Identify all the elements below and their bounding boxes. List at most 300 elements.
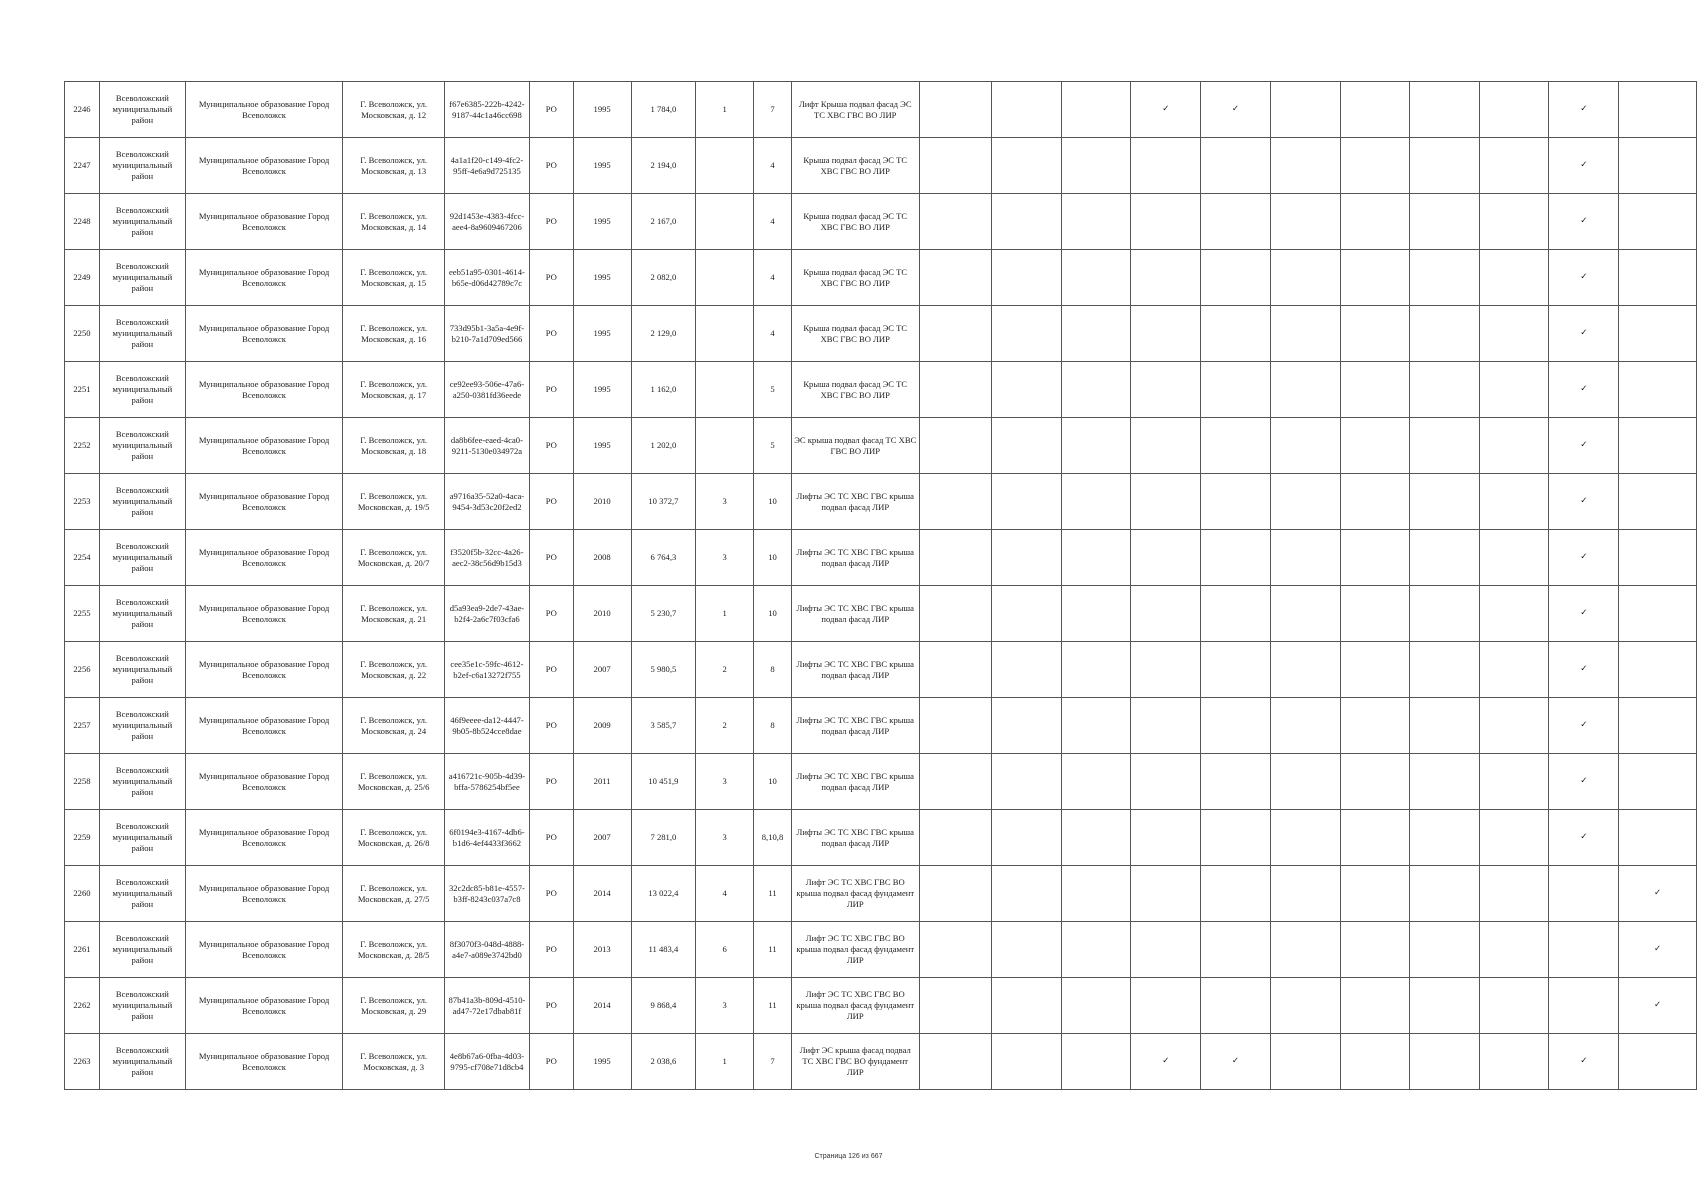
district-cell: Всеволожский муниципальный район xyxy=(99,978,185,1034)
row-number: 2255 xyxy=(65,586,100,642)
empty-flag-cell xyxy=(992,922,1062,978)
empty-flag-cell xyxy=(1061,754,1131,810)
empty-flag-cell xyxy=(1201,698,1271,754)
year-cell: 2009 xyxy=(573,698,631,754)
check-mark-icon: ✓ xyxy=(1549,474,1619,530)
district-cell: Всеволожский муниципальный район xyxy=(99,362,185,418)
guid-cell: 4a1a1f20-c149-4fc2-95ff-4e6a9d725135 xyxy=(445,138,530,194)
count2-cell: 10 xyxy=(754,586,792,642)
area-cell: 9 868,4 xyxy=(631,978,696,1034)
empty-flag-cell xyxy=(1340,530,1410,586)
table-row xyxy=(65,922,1697,978)
year-cell: 2013 xyxy=(573,922,631,978)
municipality-cell: Муниципальное образование Город Всеволожск xyxy=(185,642,343,698)
area-cell: 6 764,3 xyxy=(631,530,696,586)
form-cell: РО xyxy=(529,418,573,474)
form-cell: РО xyxy=(529,138,573,194)
empty-flag-cell xyxy=(1410,194,1480,250)
municipality-cell: Муниципальное образование Город Всеволожск xyxy=(185,866,343,922)
empty-flag-cell xyxy=(919,754,992,810)
empty-flag-cell xyxy=(1201,978,1271,1034)
guid-cell: 8f3070f3-048d-4888-a4e7-a089e3742bd0 xyxy=(445,922,530,978)
empty-flag-cell xyxy=(919,138,992,194)
area-cell: 2 038,6 xyxy=(631,1034,696,1090)
empty-flag-cell xyxy=(1270,1034,1340,1090)
works-cell: ЭС крыша подвал фасад ТС ХВС ГВС ВО ЛИР xyxy=(791,418,919,474)
empty-flag-cell xyxy=(1131,138,1201,194)
empty-flag-cell xyxy=(1479,1034,1549,1090)
empty-flag-cell xyxy=(1619,82,1697,138)
empty-flag-cell xyxy=(1410,754,1480,810)
check-mark-icon: ✓ xyxy=(1549,82,1619,138)
address-cell: Г. Всеволожск, ул. Московская, д. 18 xyxy=(343,418,445,474)
empty-flag-cell xyxy=(1549,978,1619,1034)
municipality-cell: Муниципальное образование Город Всеволожск xyxy=(185,418,343,474)
empty-flag-cell xyxy=(1410,1034,1480,1090)
empty-flag-cell xyxy=(1410,586,1480,642)
empty-flag-cell xyxy=(1270,698,1340,754)
table-row xyxy=(65,530,1697,586)
table-row xyxy=(65,474,1697,530)
district-cell: Всеволожский муниципальный район xyxy=(99,754,185,810)
page-footer: Страница 126 из 667 xyxy=(814,1153,883,1160)
municipality-cell: Муниципальное образование Город Всеволожск xyxy=(185,810,343,866)
works-cell: Лифт ЭС крыша фасад подвал ТС ХВС ГВС ВО фундамент ЛИР xyxy=(791,1034,919,1090)
empty-flag-cell xyxy=(1270,866,1340,922)
empty-flag-cell xyxy=(992,530,1062,586)
table-row xyxy=(65,754,1697,810)
empty-flag-cell xyxy=(1479,922,1549,978)
municipality-cell: Муниципальное образование Город Всеволожск xyxy=(185,82,343,138)
form-cell: РО xyxy=(529,306,573,362)
guid-cell: 32c2dc85-b81e-4557-b3ff-8243c037a7c8 xyxy=(445,866,530,922)
address-cell: Г. Всеволожск, ул. Московская, д. 28/5 xyxy=(343,922,445,978)
row-number: 2248 xyxy=(65,194,100,250)
year-cell: 1995 xyxy=(573,306,631,362)
form-cell: РО xyxy=(529,698,573,754)
count1-cell xyxy=(696,250,754,306)
works-cell: Крыша подвал фасад ЭС ТС ХВС ГВС ВО ЛИР xyxy=(791,362,919,418)
empty-flag-cell xyxy=(1270,586,1340,642)
year-cell: 1995 xyxy=(573,138,631,194)
guid-cell: 733d95b1-3a5a-4e9f-b210-7a1d709ed566 xyxy=(445,306,530,362)
area-cell: 1 162,0 xyxy=(631,362,696,418)
municipality-cell: Муниципальное образование Город Всеволожск xyxy=(185,362,343,418)
empty-flag-cell xyxy=(919,250,992,306)
empty-flag-cell xyxy=(1061,474,1131,530)
empty-flag-cell xyxy=(1201,642,1271,698)
form-cell: РО xyxy=(529,754,573,810)
form-cell: РО xyxy=(529,586,573,642)
works-cell: Лифты ЭС ТС ХВС ГВС крыша подвал фасад ЛИР xyxy=(791,474,919,530)
empty-flag-cell xyxy=(919,922,992,978)
check-mark-icon: ✓ xyxy=(1549,362,1619,418)
empty-flag-cell xyxy=(1479,530,1549,586)
row-number: 2254 xyxy=(65,530,100,586)
empty-flag-cell xyxy=(1061,698,1131,754)
address-cell: Г. Всеволожск, ул. Московская, д. 29 xyxy=(343,978,445,1034)
row-number: 2257 xyxy=(65,698,100,754)
empty-flag-cell xyxy=(1131,362,1201,418)
empty-flag-cell xyxy=(1619,1034,1697,1090)
row-number: 2262 xyxy=(65,978,100,1034)
empty-flag-cell xyxy=(1410,418,1480,474)
table-body xyxy=(65,82,1697,1090)
check-mark-icon: ✓ xyxy=(1131,1034,1201,1090)
works-cell: Лифты ЭС ТС ХВС ГВС крыша подвал фасад ЛИР xyxy=(791,754,919,810)
housing-register-table xyxy=(64,81,1697,1090)
row-number: 2259 xyxy=(65,810,100,866)
year-cell: 1995 xyxy=(573,418,631,474)
year-cell: 2008 xyxy=(573,530,631,586)
guid-cell: ce92ee93-506e-47a6-a250-0381fd36eede xyxy=(445,362,530,418)
empty-flag-cell xyxy=(1340,1034,1410,1090)
empty-flag-cell xyxy=(1619,698,1697,754)
count2-cell: 11 xyxy=(754,978,792,1034)
empty-flag-cell xyxy=(1340,754,1410,810)
address-cell: Г. Всеволожск, ул. Московская, д. 3 xyxy=(343,1034,445,1090)
empty-flag-cell xyxy=(919,698,992,754)
empty-flag-cell xyxy=(1479,698,1549,754)
empty-flag-cell xyxy=(1061,530,1131,586)
empty-flag-cell xyxy=(919,1034,992,1090)
district-cell: Всеволожский муниципальный район xyxy=(99,306,185,362)
year-cell: 2010 xyxy=(573,586,631,642)
empty-flag-cell xyxy=(992,418,1062,474)
check-mark-icon: ✓ xyxy=(1549,754,1619,810)
municipality-cell: Муниципальное образование Город Всеволожск xyxy=(185,754,343,810)
year-cell: 2007 xyxy=(573,642,631,698)
empty-flag-cell xyxy=(1619,474,1697,530)
address-cell: Г. Всеволожск, ул. Московская, д. 12 xyxy=(343,82,445,138)
empty-flag-cell xyxy=(1619,362,1697,418)
guid-cell: 92d1453e-4383-4fcc-aee4-8a9609467206 xyxy=(445,194,530,250)
row-number: 2247 xyxy=(65,138,100,194)
table-row xyxy=(65,250,1697,306)
empty-flag-cell xyxy=(992,362,1062,418)
row-number: 2256 xyxy=(65,642,100,698)
empty-flag-cell xyxy=(1410,810,1480,866)
count2-cell: 5 xyxy=(754,418,792,474)
guid-cell: f67e6385-222b-4242-9187-44c1a46cc698 xyxy=(445,82,530,138)
empty-flag-cell xyxy=(1340,82,1410,138)
table-row xyxy=(65,586,1697,642)
works-cell: Крыша подвал фасад ЭС ТС ХВС ГВС ВО ЛИР xyxy=(791,250,919,306)
empty-flag-cell xyxy=(1061,194,1131,250)
empty-flag-cell xyxy=(992,866,1062,922)
count1-cell: 3 xyxy=(696,810,754,866)
district-cell: Всеволожский муниципальный район xyxy=(99,698,185,754)
count1-cell: 1 xyxy=(696,1034,754,1090)
guid-cell: a9716a35-52a0-4aca-9454-3d53c20f2ed2 xyxy=(445,474,530,530)
check-mark-icon: ✓ xyxy=(1549,138,1619,194)
year-cell: 1995 xyxy=(573,250,631,306)
count1-cell: 3 xyxy=(696,754,754,810)
form-cell: РО xyxy=(529,1034,573,1090)
guid-cell: d5a93ea9-2de7-43ae-b2f4-2a6c7f03cfa6 xyxy=(445,586,530,642)
empty-flag-cell xyxy=(1270,474,1340,530)
area-cell: 7 281,0 xyxy=(631,810,696,866)
empty-flag-cell xyxy=(1340,194,1410,250)
empty-flag-cell xyxy=(919,418,992,474)
count2-cell: 10 xyxy=(754,530,792,586)
empty-flag-cell xyxy=(1270,138,1340,194)
works-cell: Крыша подвал фасад ЭС ТС ХВС ГВС ВО ЛИР xyxy=(791,306,919,362)
check-mark-icon: ✓ xyxy=(1549,194,1619,250)
year-cell: 2011 xyxy=(573,754,631,810)
empty-flag-cell xyxy=(1340,978,1410,1034)
empty-flag-cell xyxy=(1061,922,1131,978)
row-number: 2260 xyxy=(65,866,100,922)
empty-flag-cell xyxy=(1340,138,1410,194)
empty-flag-cell xyxy=(1619,138,1697,194)
empty-flag-cell xyxy=(1410,642,1480,698)
check-mark-icon: ✓ xyxy=(1619,922,1697,978)
empty-flag-cell xyxy=(1201,866,1271,922)
district-cell: Всеволожский муниципальный район xyxy=(99,642,185,698)
empty-flag-cell xyxy=(919,866,992,922)
count1-cell xyxy=(696,306,754,362)
area-cell: 10 451,9 xyxy=(631,754,696,810)
form-cell: РО xyxy=(529,530,573,586)
empty-flag-cell xyxy=(1201,250,1271,306)
empty-flag-cell xyxy=(1061,642,1131,698)
empty-flag-cell xyxy=(1340,306,1410,362)
count2-cell: 10 xyxy=(754,474,792,530)
count2-cell: 4 xyxy=(754,194,792,250)
works-cell: Лифты ЭС ТС ХВС ГВС крыша подвал фасад ЛИР xyxy=(791,530,919,586)
empty-flag-cell xyxy=(1619,754,1697,810)
address-cell: Г. Всеволожск, ул. Московская, д. 24 xyxy=(343,698,445,754)
empty-flag-cell xyxy=(1201,922,1271,978)
row-number: 2252 xyxy=(65,418,100,474)
empty-flag-cell xyxy=(992,754,1062,810)
count1-cell: 1 xyxy=(696,82,754,138)
district-cell: Всеволожский муниципальный район xyxy=(99,1034,185,1090)
address-cell: Г. Всеволожск, ул. Московская, д. 20/7 xyxy=(343,530,445,586)
guid-cell: 87b41a3b-809d-4510-ad47-72e17dbab81f xyxy=(445,978,530,1034)
empty-flag-cell xyxy=(1270,82,1340,138)
area-cell: 10 372,7 xyxy=(631,474,696,530)
empty-flag-cell xyxy=(1201,138,1271,194)
address-cell: Г. Всеволожск, ул. Московская, д. 27/5 xyxy=(343,866,445,922)
count2-cell: 8 xyxy=(754,698,792,754)
district-cell: Всеволожский муниципальный район xyxy=(99,530,185,586)
district-cell: Всеволожский муниципальный район xyxy=(99,418,185,474)
works-cell: Лифты ЭС ТС ХВС ГВС крыша подвал фасад ЛИР xyxy=(791,642,919,698)
count1-cell xyxy=(696,194,754,250)
table-row xyxy=(65,642,1697,698)
count1-cell: 3 xyxy=(696,978,754,1034)
empty-flag-cell xyxy=(1619,530,1697,586)
district-cell: Всеволожский муниципальный район xyxy=(99,250,185,306)
empty-flag-cell xyxy=(1270,810,1340,866)
empty-flag-cell xyxy=(919,474,992,530)
district-cell: Всеволожский муниципальный район xyxy=(99,194,185,250)
municipality-cell: Муниципальное образование Город Всеволожск xyxy=(185,698,343,754)
area-cell: 2 167,0 xyxy=(631,194,696,250)
area-cell: 3 585,7 xyxy=(631,698,696,754)
empty-flag-cell xyxy=(1131,194,1201,250)
empty-flag-cell xyxy=(1201,362,1271,418)
guid-cell: 6f0194e3-4167-4db6-b1d6-4ef4433f3662 xyxy=(445,810,530,866)
guid-cell: a416721c-905b-4d39-bffa-5786254bf5ee xyxy=(445,754,530,810)
empty-flag-cell xyxy=(1479,418,1549,474)
count2-cell: 7 xyxy=(754,1034,792,1090)
empty-flag-cell xyxy=(1479,82,1549,138)
count1-cell: 6 xyxy=(696,922,754,978)
empty-flag-cell xyxy=(1340,810,1410,866)
count1-cell: 2 xyxy=(696,698,754,754)
address-cell: Г. Всеволожск, ул. Московская, д. 26/8 xyxy=(343,810,445,866)
empty-flag-cell xyxy=(1479,586,1549,642)
municipality-cell: Муниципальное образование Город Всеволожск xyxy=(185,194,343,250)
empty-flag-cell xyxy=(1061,418,1131,474)
empty-flag-cell xyxy=(1131,810,1201,866)
empty-flag-cell xyxy=(1340,698,1410,754)
check-mark-icon: ✓ xyxy=(1549,586,1619,642)
empty-flag-cell xyxy=(1340,866,1410,922)
area-cell: 2 129,0 xyxy=(631,306,696,362)
row-number: 2250 xyxy=(65,306,100,362)
empty-flag-cell xyxy=(1061,1034,1131,1090)
area-cell: 11 483,4 xyxy=(631,922,696,978)
check-mark-icon: ✓ xyxy=(1549,642,1619,698)
empty-flag-cell xyxy=(992,978,1062,1034)
works-cell: Лифт ЭС ТС ХВС ГВС ВО крыша подвал фасад фундамент ЛИР xyxy=(791,866,919,922)
municipality-cell: Муниципальное образование Город Всеволожск xyxy=(185,978,343,1034)
count1-cell xyxy=(696,418,754,474)
check-mark-icon: ✓ xyxy=(1619,978,1697,1034)
empty-flag-cell xyxy=(1340,586,1410,642)
form-cell: РО xyxy=(529,362,573,418)
municipality-cell: Муниципальное образование Город Всеволожск xyxy=(185,138,343,194)
empty-flag-cell xyxy=(1270,642,1340,698)
guid-cell: f3520f5b-32cc-4a26-aec2-38c56d9b15d3 xyxy=(445,530,530,586)
address-cell: Г. Всеволожск, ул. Московская, д. 19/5 xyxy=(343,474,445,530)
empty-flag-cell xyxy=(992,306,1062,362)
empty-flag-cell xyxy=(1410,698,1480,754)
guid-cell: cee35e1c-59fc-4612-b2ef-c6a13272f755 xyxy=(445,642,530,698)
table-row xyxy=(65,418,1697,474)
form-cell: РО xyxy=(529,250,573,306)
count2-cell: 8,10,8 xyxy=(754,810,792,866)
empty-flag-cell xyxy=(1619,194,1697,250)
empty-flag-cell xyxy=(992,586,1062,642)
area-cell: 2 082,0 xyxy=(631,250,696,306)
empty-flag-cell xyxy=(1479,866,1549,922)
guid-cell: 46f9eeee-da12-4447-9b05-8b524cce8dae xyxy=(445,698,530,754)
empty-flag-cell xyxy=(1131,474,1201,530)
empty-flag-cell xyxy=(919,82,992,138)
guid-cell: da8b6fee-eaed-4ca0-9211-5130e034972a xyxy=(445,418,530,474)
empty-flag-cell xyxy=(992,1034,1062,1090)
count2-cell: 4 xyxy=(754,306,792,362)
empty-flag-cell xyxy=(992,138,1062,194)
empty-flag-cell xyxy=(1410,306,1480,362)
empty-flag-cell xyxy=(1270,306,1340,362)
empty-flag-cell xyxy=(919,194,992,250)
count1-cell: 2 xyxy=(696,642,754,698)
row-number: 2249 xyxy=(65,250,100,306)
address-cell: Г. Всеволожск, ул. Московская, д. 13 xyxy=(343,138,445,194)
check-mark-icon: ✓ xyxy=(1549,698,1619,754)
year-cell: 1995 xyxy=(573,194,631,250)
works-cell: Крыша подвал фасад ЭС ТС ХВС ГВС ВО ЛИР xyxy=(791,138,919,194)
form-cell: РО xyxy=(529,978,573,1034)
check-mark-icon: ✓ xyxy=(1201,82,1271,138)
row-number: 2246 xyxy=(65,82,100,138)
empty-flag-cell xyxy=(1201,194,1271,250)
row-number: 2263 xyxy=(65,1034,100,1090)
count1-cell xyxy=(696,362,754,418)
empty-flag-cell xyxy=(1479,978,1549,1034)
empty-flag-cell xyxy=(1201,418,1271,474)
works-cell: Лифт ЭС ТС ХВС ГВС ВО крыша подвал фасад фундамент ЛИР xyxy=(791,922,919,978)
address-cell: Г. Всеволожск, ул. Московская, д. 15 xyxy=(343,250,445,306)
empty-flag-cell xyxy=(1410,922,1480,978)
empty-flag-cell xyxy=(1061,306,1131,362)
row-number: 2253 xyxy=(65,474,100,530)
empty-flag-cell xyxy=(1619,810,1697,866)
area-cell: 5 230,7 xyxy=(631,586,696,642)
empty-flag-cell xyxy=(1410,474,1480,530)
district-cell: Всеволожский муниципальный район xyxy=(99,138,185,194)
table-row xyxy=(65,866,1697,922)
empty-flag-cell xyxy=(1061,866,1131,922)
check-mark-icon: ✓ xyxy=(1549,530,1619,586)
empty-flag-cell xyxy=(1061,810,1131,866)
works-cell: Лифты ЭС ТС ХВС ГВС крыша подвал фасад ЛИР xyxy=(791,698,919,754)
empty-flag-cell xyxy=(1479,474,1549,530)
row-number: 2251 xyxy=(65,362,100,418)
empty-flag-cell xyxy=(1061,362,1131,418)
empty-flag-cell xyxy=(1340,642,1410,698)
works-cell: Лифты ЭС ТС ХВС ГВС крыша подвал фасад ЛИР xyxy=(791,810,919,866)
empty-flag-cell xyxy=(1201,586,1271,642)
guid-cell: 4e8b67a6-0fba-4d03-9795-cf708e71d8cb4 xyxy=(445,1034,530,1090)
empty-flag-cell xyxy=(1619,642,1697,698)
form-cell: РО xyxy=(529,474,573,530)
empty-flag-cell xyxy=(1131,250,1201,306)
form-cell: РО xyxy=(529,922,573,978)
empty-flag-cell xyxy=(1479,810,1549,866)
form-cell: РО xyxy=(529,194,573,250)
year-cell: 1995 xyxy=(573,1034,631,1090)
empty-flag-cell xyxy=(992,698,1062,754)
empty-flag-cell xyxy=(1619,250,1697,306)
empty-flag-cell xyxy=(1201,474,1271,530)
empty-flag-cell xyxy=(1061,138,1131,194)
table-row xyxy=(65,978,1697,1034)
empty-flag-cell xyxy=(1410,138,1480,194)
municipality-cell: Муниципальное образование Город Всеволожск xyxy=(185,1034,343,1090)
area-cell: 1 202,0 xyxy=(631,418,696,474)
area-cell: 1 784,0 xyxy=(631,82,696,138)
year-cell: 2014 xyxy=(573,866,631,922)
area-cell: 5 980,5 xyxy=(631,642,696,698)
empty-flag-cell xyxy=(1340,922,1410,978)
district-cell: Всеволожский муниципальный район xyxy=(99,866,185,922)
empty-flag-cell xyxy=(1479,754,1549,810)
empty-flag-cell xyxy=(1619,418,1697,474)
empty-flag-cell xyxy=(1131,754,1201,810)
empty-flag-cell xyxy=(1131,698,1201,754)
address-cell: Г. Всеволожск, ул. Московская, д. 21 xyxy=(343,586,445,642)
empty-flag-cell xyxy=(1201,306,1271,362)
district-cell: Всеволожский муниципальный район xyxy=(99,474,185,530)
year-cell: 2014 xyxy=(573,978,631,1034)
